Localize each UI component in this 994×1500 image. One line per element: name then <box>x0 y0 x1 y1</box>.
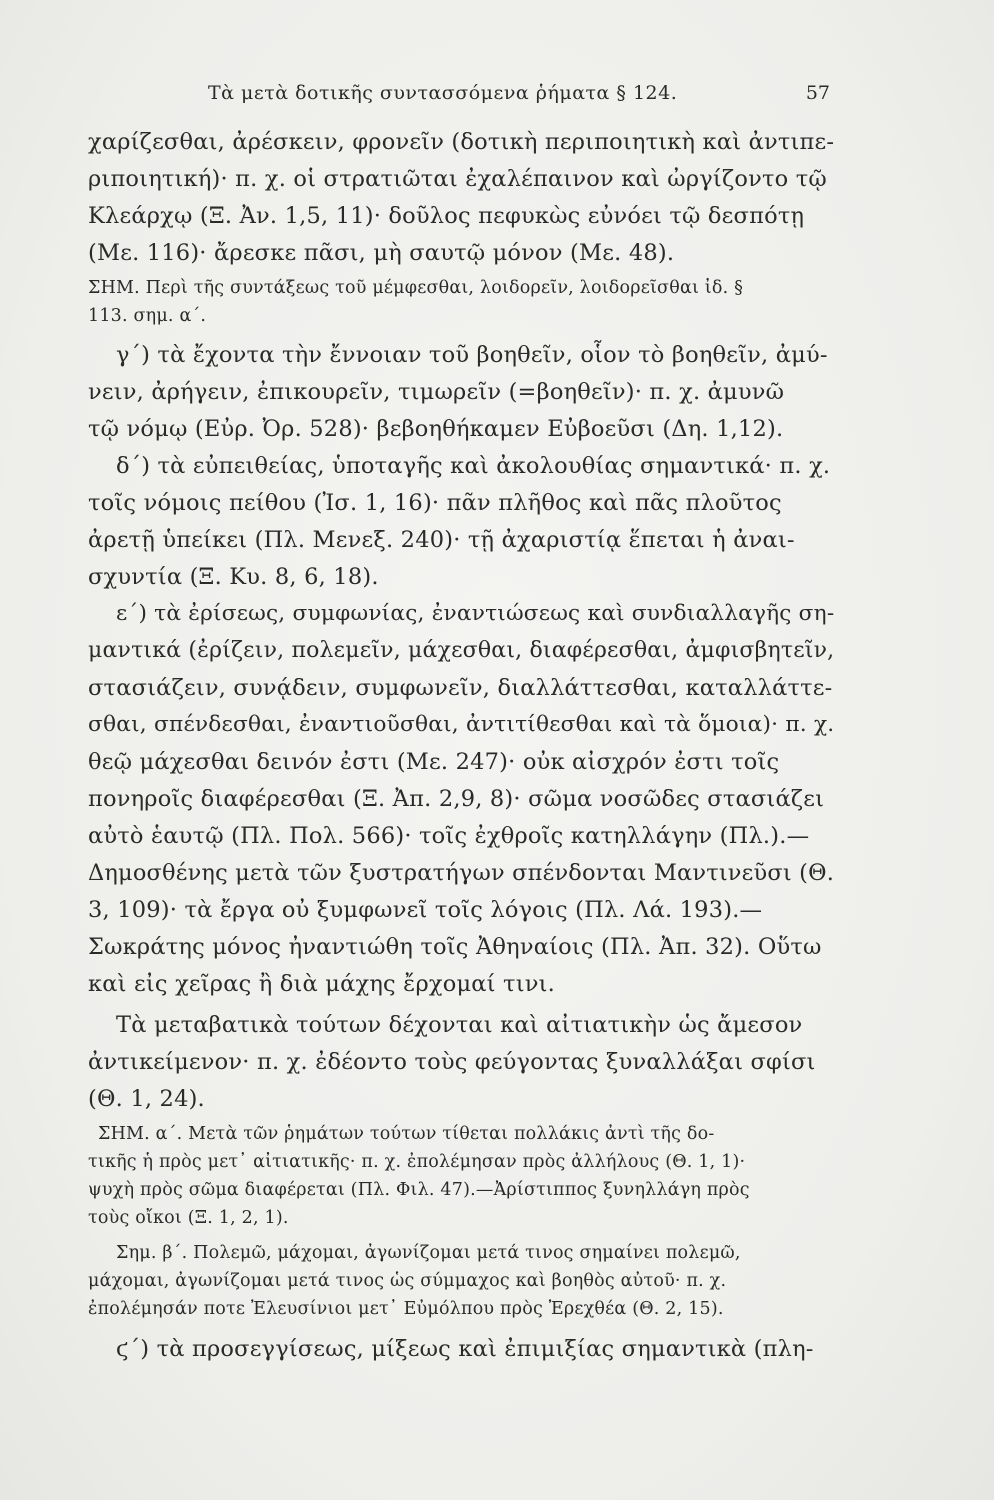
text-line: (Με. 116)· ἄρεσκε πᾶσι, μὴ σαυτῷ μόνον (Με. 48). <box>88 240 675 266</box>
header-title: Τὰ μετὰ δοτικῆς συντασσόμενα ῥήματα § 124. <box>208 82 678 104</box>
note-line: ἐπολέμησάν ποτε Ἐλευσίνιοι μετ᾽ Εὐμόλπου πρὸς Ἐρεχθέα (Θ. 2, 15). <box>88 1299 724 1319</box>
text-line: Σωκράτης μόνος ἠναντιώθη τοῖς Ἀθηναίοις (Πλ. Ἀπ. 32). Οὕτω <box>88 934 822 960</box>
note-line: ΣΗΜ. α΄. Μετὰ τῶν ῥημάτων τούτων τίθεται πολλάκις ἀντὶ τῆς δο- <box>98 1124 715 1144</box>
text-line: θεῷ μάχεσθαι δεινόν ἐστι (Με. 247)· οὐκ αἰσχρόν ἐστι τοῖς <box>88 749 780 775</box>
text-line: δ΄) τὰ εὐπειθείας, ὑποταγῆς καὶ ἀκολουθίας σημαντικά· π. χ. <box>116 453 831 479</box>
text-line: (Θ. 1, 24). <box>88 1086 205 1112</box>
page-number: 57 <box>805 82 830 104</box>
text-line: ἀντικείμενον· π. χ. ἐδέοντο τοὺς φεύγοντας ξυναλλάξαι σφίσι <box>88 1049 816 1075</box>
text-line: Κλεάρχῳ (Ξ. Ἀν. 1,5, 11)· δοῦλος πεφυκὼς εὐνόει τῷ δεσπότῃ <box>88 203 805 229</box>
text-line: γ΄) τὰ ἔχοντα τὴν ἔννοιαν τοῦ βοηθεῖν, οἷον τὸ βοηθεῖν, ἀμύ- <box>116 342 828 368</box>
text-line: μαντικά (ἐρίζειν, πολεμεῖν, μάχεσθαι, διαφέρεσθαι, ἀμφισβητεῖν, <box>88 638 835 663</box>
text-line: ε΄) τὰ ἐρίσεως, συμφωνίας, ἐναντιώσεως καὶ συνδιαλλαγῆς ση- <box>116 601 835 626</box>
note-line: ψυχὴ πρὸς σῶμα διαφέρεται (Πλ. Φιλ. 47).—Ἀρίστιππος ξυνηλλάγη πρὸς <box>88 1180 750 1200</box>
note-line: μάχομαι, ἀγωνίζομαι μετά τινος ὡς σύμμαχος καὶ βοηθὸς αὐτοῦ· π. χ. <box>88 1271 727 1291</box>
note-line: 113. σημ. α΄. <box>88 306 207 326</box>
text-line: ϛ΄) τὰ προσεγγίσεως, μίξεως καὶ ἐπιμιξίας σημαντικὰ (πλη- <box>116 1336 814 1362</box>
note-line: τικῆς ἡ πρὸς μετ᾽ αἰτιατικῆς· π. χ. ἐπολέμησαν πρὸς ἀλλήλους (Θ. 1, 1)· <box>88 1152 746 1172</box>
note-line: τοὺς οἴκοι (Ξ. 1, 2, 1). <box>88 1208 289 1228</box>
text-line: καὶ εἰς χεῖρας ἢ διὰ μάχης ἔρχομαί τινι. <box>88 971 555 997</box>
text-line: στασιάζειν, συνᾴδειν, συμφωνεῖν, διαλλάττεσθαι, καταλλάττε- <box>88 675 833 701</box>
text-line: τῷ νόμῳ (Εὐρ. Ὀρ. 528)· βεβοηθήκαμεν Εὐβοεῦσι (Δη. 1,12). <box>88 416 784 442</box>
note-line: Σημ. β΄. Πολεμῶ, μάχομαι, ἀγωνίζομαι μετά τινος σημαίνει πολεμῶ, <box>116 1243 741 1263</box>
text-line: Δημοσθένης μετὰ τῶν ξυστρατήγων σπένδονται Μαντινεῦσι (Θ. <box>88 860 835 886</box>
text-line: νειν, ἀρήγειν, ἐπικουρεῖν, τιμωρεῖν (=βοηθεῖν)· π. χ. ἀμυνῶ <box>88 379 785 405</box>
text-line: σχυντία (Ξ. Κυ. 8, 6, 18). <box>88 564 379 590</box>
text-line: Τὰ μεταβατικὰ τούτων δέχονται καὶ αἰτιατικὴν ὡς ἄμεσον <box>116 1012 803 1038</box>
text-line: ἀρετῇ ὑπείκει (Πλ. Μενεξ. 240)· τῇ ἀχαριστίᾳ ἕπεται ἡ ἀναι- <box>88 527 795 553</box>
text-line: 3, 109)· τὰ ἔργα οὐ ξυμφωνεῖ τοῖς λόγοις (Πλ. Λά. 193).— <box>88 897 763 923</box>
text-line: τοῖς νόμοις πείθου (Ἰσ. 1, 16)· πᾶν πλῆθος καὶ πᾶς πλοῦτος <box>88 490 782 516</box>
text-line: πονηροῖς διαφέρεσθαι (Ξ. Ἀπ. 2,9, 8)· σῶμα νοσῶδες στασιάζει <box>88 786 825 812</box>
text-line: αὐτὸ ἑαυτῷ (Πλ. Πολ. 566)· τοῖς ἐχθροῖς κατηλλάγην (Πλ.).— <box>88 823 810 849</box>
text-line: ριποιητική)· π. χ. οἱ στρατιῶται ἐχαλέπαινον καὶ ὠργίζοντο τῷ <box>88 166 827 192</box>
text-line: σθαι, σπένδεσθαι, ἐναντιοῦσθαι, ἀντιτίθεσθαι καὶ τὰ ὅμοια)· π. χ. <box>88 712 835 737</box>
section-stigma <box>88 0 834 1500</box>
note-line: ΣΗΜ. Περὶ τῆς συντάξεως τοῦ μέμφεσθαι, λοιδορεῖν, λοιδορεῖσθαι ἰδ. § <box>88 278 744 298</box>
text-line: χαρίζεσθαι, ἀρέσκειν, φρονεῖν (δοτικὴ περιποιητικὴ καὶ ἀντιπε- <box>88 129 835 155</box>
